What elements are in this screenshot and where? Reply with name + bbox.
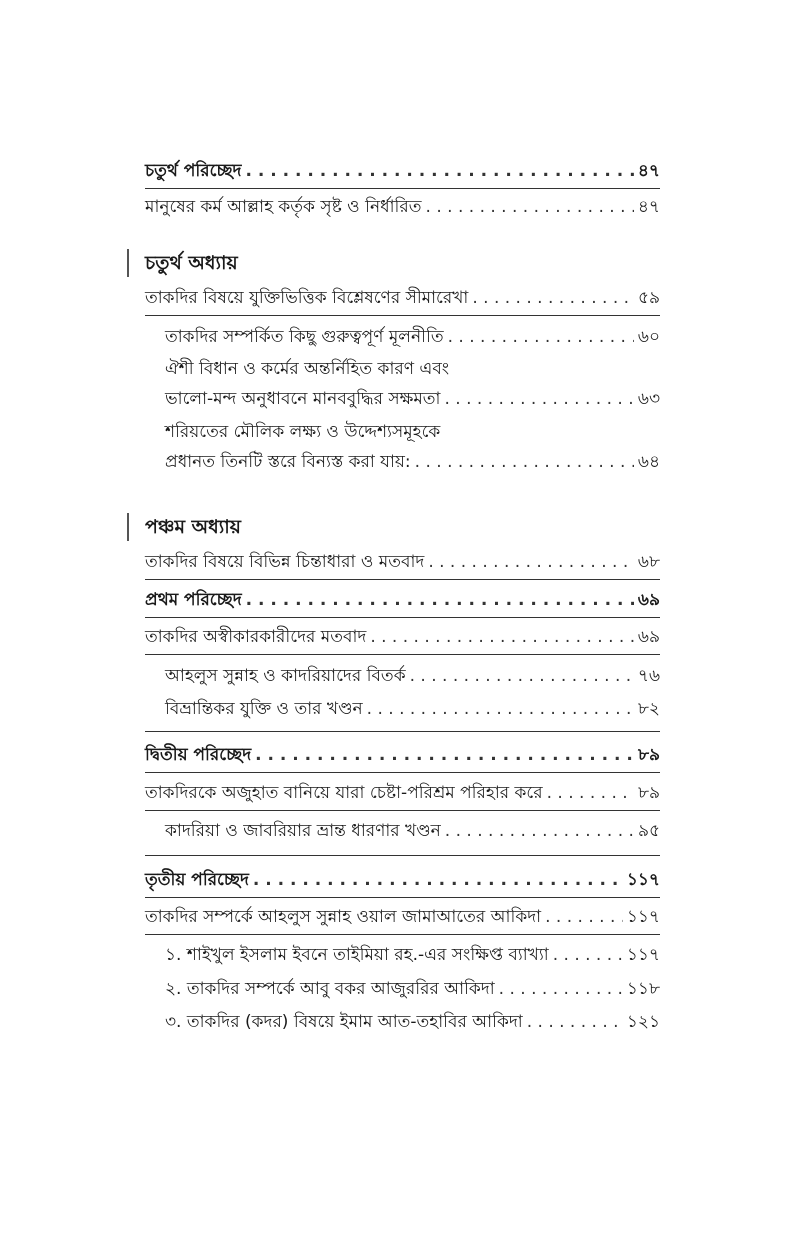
dot-leader <box>444 388 633 410</box>
section-marker <box>127 249 129 277</box>
chapter-heading: চতুর্থ অধ্যায় <box>145 252 238 274</box>
toc-entry-label: প্রথম পরিচ্ছেদ <box>145 590 242 610</box>
toc-entry-label-line1: শরিয়তের মৌলিক লক্ষ্য ও উদ্দেশ্যসমূহকে <box>165 422 441 442</box>
dot-leader <box>499 978 623 1000</box>
divider <box>145 315 660 316</box>
toc-entry[interactable] <box>165 698 660 720</box>
dot-leader <box>527 1011 623 1033</box>
toc-page-number: ৪৭ <box>637 197 660 217</box>
dot-leader <box>255 744 634 766</box>
toc-entry[interactable] <box>145 160 660 182</box>
toc-entry[interactable] <box>145 869 660 891</box>
toc-page-number: ৬৪ <box>637 452 660 472</box>
dot-leader <box>415 451 634 473</box>
dot-leader <box>245 160 633 182</box>
toc-entry[interactable] <box>145 782 660 804</box>
section-marker <box>127 513 129 541</box>
toc-entry[interactable] <box>145 906 660 928</box>
toc-entry-label: ২. তাকদির সম্পর্কে আবু বকর আজুররির আকিদা <box>165 979 495 999</box>
toc-page-number: ১১৭ <box>626 907 660 927</box>
dot-leader <box>426 196 634 218</box>
toc-page-number: ১২১ <box>626 1012 660 1032</box>
toc-entry-label: চতুর্থ পরিচ্ছেদ <box>145 161 242 181</box>
toc-entry-label: তাকদির সম্পর্কিত কিছু গুরুত্বপূর্ণ মূলনীতি <box>165 327 444 347</box>
dot-leader <box>553 944 623 966</box>
divider <box>145 731 660 732</box>
toc-page-number: ৬৯ <box>637 590 660 610</box>
toc-entry[interactable] <box>145 196 660 218</box>
toc-entry-label: ৩. তাকদির (কদর) বিষয়ে ইমাম আত-তহাবির আকিদা <box>165 1012 523 1032</box>
divider <box>145 772 660 773</box>
dot-leader <box>370 626 634 648</box>
toc-entry[interactable] <box>165 944 660 966</box>
toc-page-number: ৬০ <box>637 327 660 347</box>
dot-leader <box>246 589 634 611</box>
toc-entry-label: তাকদির সম্পর্কে আহলুস সুন্নাহ ওয়াল জামাআতের আকিদা <box>145 907 542 927</box>
toc-entry-label: তাকদিরকে অজুহাত বানিয়ে যারা চেষ্টা-পরিশ্রম পরিহার করে <box>145 783 543 803</box>
toc-entry[interactable] <box>165 451 660 473</box>
divider <box>145 654 660 655</box>
toc-entry-label: আহলুস সুন্নাহ ও কাদরিয়াদের বিতর্ক <box>165 666 406 686</box>
toc-entry-label: তাকদির বিষয়ে যুক্তিভিত্তিক বিশ্লেষণের সীমারেখা <box>145 288 469 308</box>
toc-page-number: ৪৭ <box>637 161 660 181</box>
dot-leader <box>410 665 634 687</box>
divider <box>145 188 660 189</box>
toc-entry[interactable] <box>145 287 660 309</box>
dot-leader <box>367 698 634 720</box>
toc-entry-label: ভালো-মন্দ অনুধাবনে মানববুদ্ধির সক্ষমতা <box>165 389 441 409</box>
chapter-heading: পঞ্চম অধ্যায় <box>145 516 241 538</box>
toc-page-number: ৭৬ <box>637 666 660 686</box>
toc-entry-label: তাকদির বিষয়ে বিভিন্ন চিন্তাধারা ও মতবাদ <box>145 552 425 572</box>
divider <box>145 855 660 856</box>
dot-leader <box>253 869 623 891</box>
toc-entry[interactable] <box>165 665 660 687</box>
toc-page-number: ১১৮ <box>626 979 660 999</box>
divider <box>145 934 660 935</box>
toc-page-number: ৯৫ <box>637 821 660 841</box>
toc-entry[interactable] <box>145 626 660 648</box>
divider <box>145 897 660 898</box>
toc-entry-label-line1: ঐশী বিধান ও কর্মের অন্তর্নিহিত কারণ এবং <box>165 359 450 379</box>
toc-page-number: ৬৮ <box>637 552 660 572</box>
divider <box>145 579 660 580</box>
dot-leader <box>445 820 634 842</box>
toc-entry[interactable] <box>165 978 660 1000</box>
toc-page-number: ৮৯ <box>637 745 660 765</box>
toc-entry-label: দ্বিতীয় পরিচ্ছেদ <box>145 745 252 765</box>
toc-entry-label: কাদরিয়া ও জাবরিয়ার ভ্রান্ত ধারণার খণ্ডন <box>165 821 441 841</box>
toc-entry-label: ১. শাইখুল ইসলাম ইবনে তাইমিয়া রহ.-এর সংক্ষিপ্ত ব্যাখ্যা <box>165 945 549 965</box>
dot-leader <box>547 782 634 804</box>
toc-page-number: ৬৩ <box>637 389 660 409</box>
toc-entry[interactable] <box>145 551 660 573</box>
toc-entry[interactable] <box>165 326 660 348</box>
toc-entry-label: মানুষের কর্ম আল্লাহ কর্তৃক সৃষ্ট ও নির্ধারিত <box>145 197 422 217</box>
toc-entry[interactable] <box>165 388 660 410</box>
toc-entry-label: বিভ্রান্তিকর যুক্তি ও তার খণ্ডন <box>165 699 363 719</box>
toc-entry[interactable] <box>165 820 660 842</box>
toc-entry[interactable] <box>145 744 660 766</box>
toc-entry[interactable] <box>145 589 660 611</box>
toc-entry[interactable] <box>165 1011 660 1033</box>
toc-entry-label: তাকদির অস্বীকারকারীদের মতবাদ <box>145 627 367 647</box>
dot-leader <box>545 906 623 928</box>
dot-leader <box>472 287 634 309</box>
dot-leader <box>448 326 634 348</box>
toc-page-number: ৬৯ <box>637 627 660 647</box>
toc-page-number: ৮২ <box>637 699 660 719</box>
toc-page-number: ১১৭ <box>626 945 660 965</box>
toc-entry-label: তৃতীয় পরিচ্ছেদ <box>145 870 249 890</box>
dot-leader <box>428 551 634 573</box>
divider <box>145 810 660 811</box>
divider <box>145 617 660 618</box>
toc-page-number: ৮৯ <box>637 783 660 803</box>
toc-page-number: ৫৯ <box>637 288 660 308</box>
toc-page-number: ১১৭ <box>626 870 660 890</box>
toc-entry-label: প্রধানত তিনটি স্তরে বিন্যস্ত করা যায়: <box>165 452 411 472</box>
